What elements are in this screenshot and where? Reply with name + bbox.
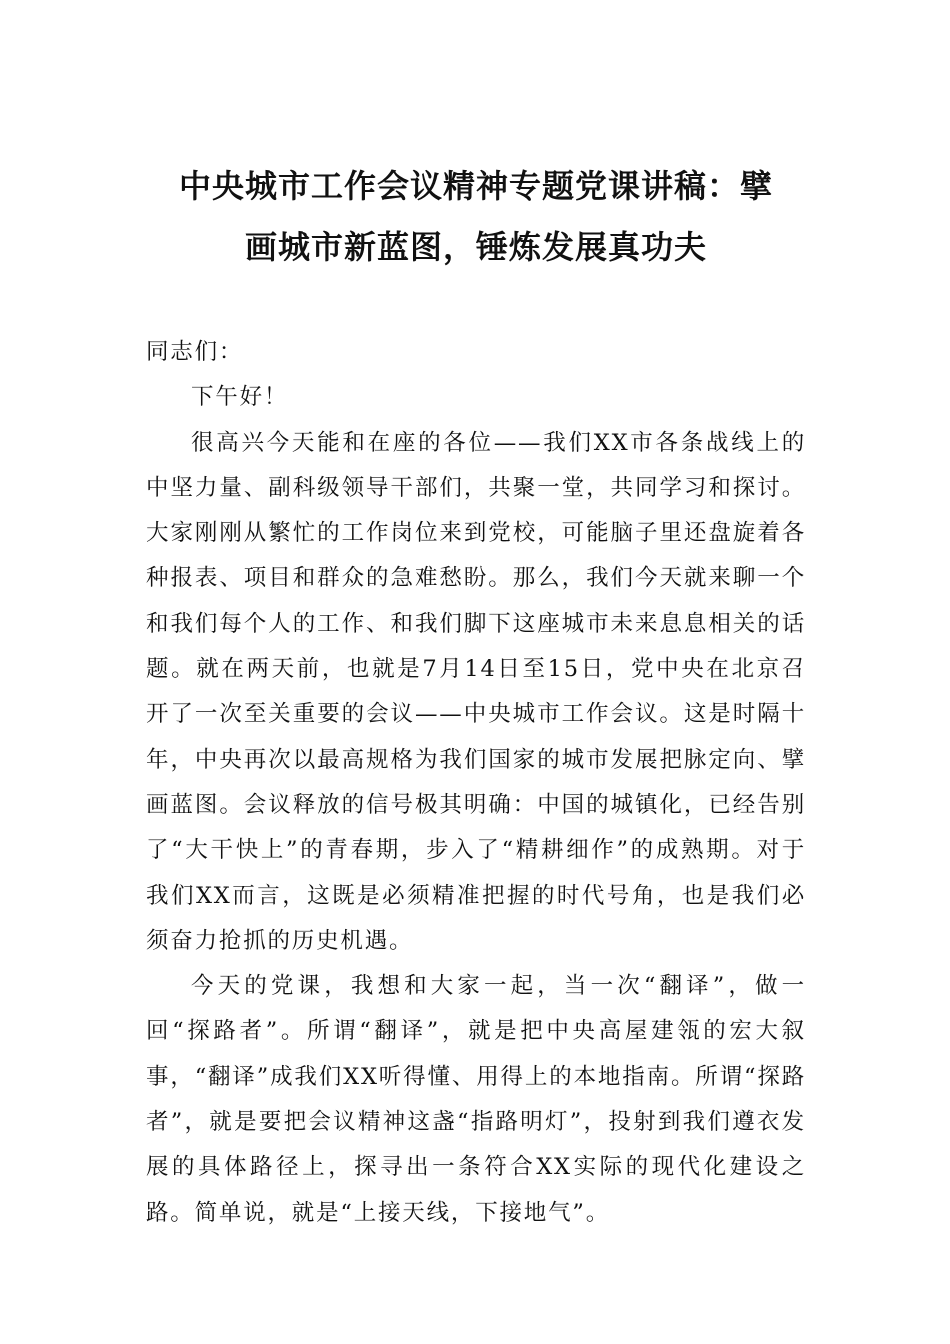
title-line-1: 中央城市工作会议精神专题党课讲稿：擘 [178, 167, 773, 205]
greeting: 下午好！ [191, 384, 289, 411]
paragraph: 今天的党课，我想和大家一起，当一次“翻译”，做一回“探路者”。所谓“翻译”，就是把中央高屋建瓴的宏大叙事，“翻译”成我们XX听得懂、用得上的本地指南。所谓“探路者”，就是要把会议精神这盏“指路明灯”，投射到我们遵衣发展的具体路径上，探寻出一条符合XX实际的现代化建设之路。简单说，就是“上接天线，下接地气”。 [146, 973, 806, 1226]
title-line-2: 画城市新蓝图，锤炼发展真功夫 [244, 228, 707, 266]
document-title [146, 156, 806, 278]
salutation: 同志们： [146, 339, 244, 365]
paragraph: 很高兴今天能和在座的各位——我们XX市各条战线上的中坚力量、副科级领导干部们，共聚一堂，共同学习和探讨。大家刚刚从繁忙的工作岗位来到党校，可能脑子里还盘旋着各种报表、项目和群众的急难愁盼。那么，我们今天就来聊一个和我们每个人的工作、和我们脚下这座城市未来息息相关的话题。就在两天前，也就是7月14日至15日，党中央在北京召开了一次至关重要的会议——中央城市工作会议。这是时隔十年，中央再次以最高规格为我们国家的城市发展把脉定向、擘画蓝图。会议释放的信号极其明确：中国的城镇化，已经告别了“大干快上”的青春期，步入了“精耕细作”的成熟期。对于我们XX而言，这既是必须精准把握的时代号角，也是我们必须奋力抢抓的历史机遇。 [146, 429, 806, 954]
document-body [146, 330, 806, 1236]
